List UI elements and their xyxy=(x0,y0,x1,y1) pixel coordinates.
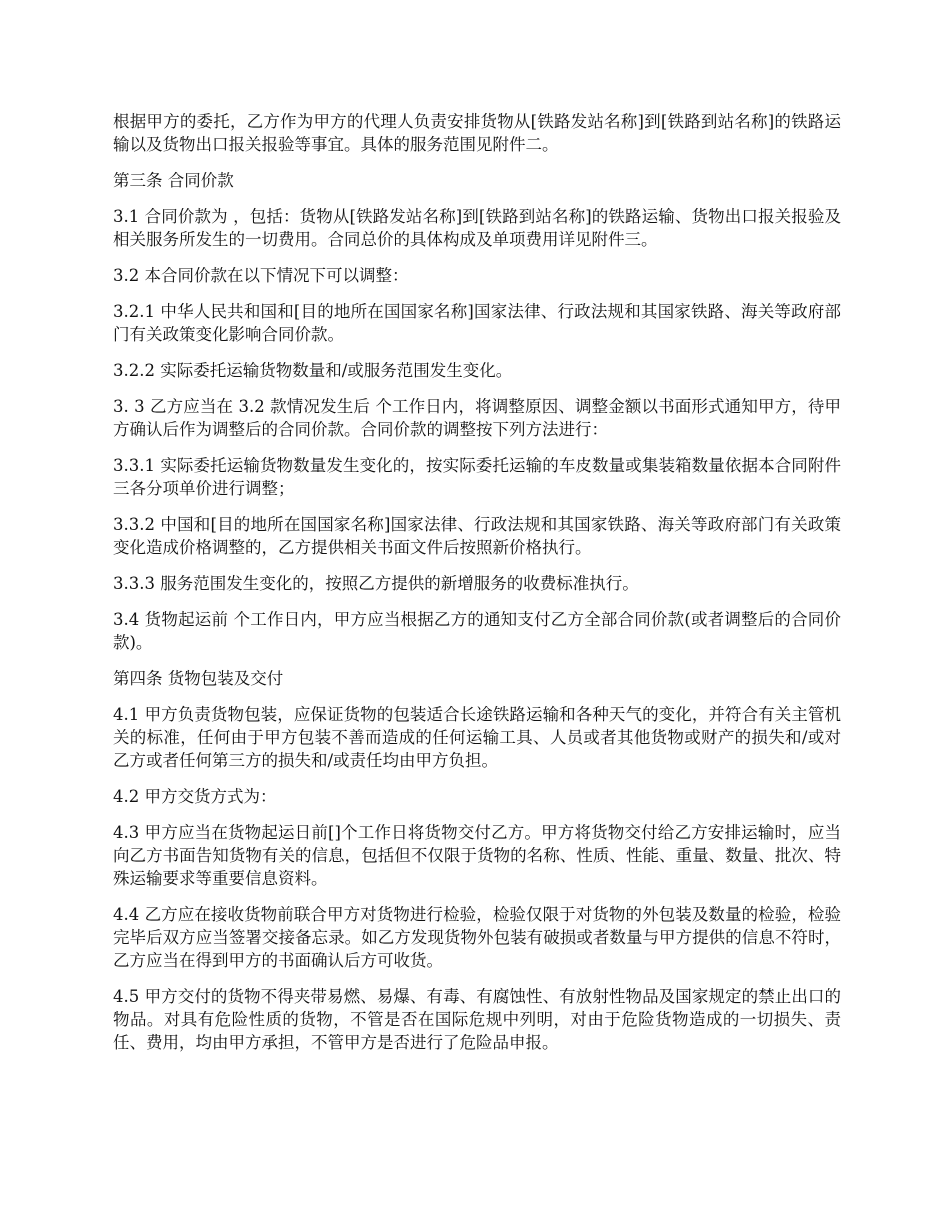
paragraph-3-2-2: 3.2.2 实际委托运输货物数量和/或服务范围发生变化。 xyxy=(113,361,513,380)
paragraph-4-4: 4.4 乙方应在接收货物前联合甲方对货物进行检验，检验仅限于对货物的外包装及数量的检验，检验完毕后双方应当签署交接备忘录。如乙方发现货物外包装有破损或者数量与甲方提供的信息不符时，乙方应当在得到甲方的书面确认后方可收货。 xyxy=(113,905,841,970)
paragraph-3-2-1: 3.2.1 中华人民共和国和[目的地所在国国家名称]国家法律、行政法规和其国家铁路、海关等政府部门有关政策变化影响合同价款。 xyxy=(113,302,841,344)
paragraph-3-3-3: 3.3.3 服务范围发生变化的，按照乙方提供的新增服务的收费标准执行。 xyxy=(113,574,639,593)
paragraph-4-3: 4.3 甲方应当在货物起运日前[]个工作日将货物交付乙方。甲方将货物交付给乙方安排运输时，应当向乙方书面告知货物有关的信息，包括但不仅限于货物的名称、性质、性能、重量、数量、批次、特殊运输要求等重要信息资料。 xyxy=(113,823,841,888)
document-page xyxy=(113,110,841,1067)
heading-article-3: 第三条 合同价款 xyxy=(113,171,234,190)
paragraph-4-2: 4.2 甲方交货方式为： xyxy=(113,787,277,806)
paragraph-3-3-1: 3.3.1 实际委托运输货物数量发生变化的，按实际委托运输的车皮数量或集装箱数量依据本合同附件三各分项单价进行调整； xyxy=(113,456,841,498)
paragraph-3-3-2: 3.3.2 中国和[目的地所在国国家名称]国家法律、行政法规和其国家铁路、海关等政府部门有关政策变化造成价格调整的，乙方提供相关书面文件后按照新价格执行。 xyxy=(113,515,841,557)
paragraph-service-scope: 根据甲方的委托，乙方作为甲方的代理人负责安排货物从[铁路发站名称]到[铁路到站名称]的铁路运输以及货物出口报关报验等事宜。具体的服务范围见附件二。 xyxy=(113,112,841,154)
paragraph-4-1: 4.1 甲方负责货物包装，应保证货物的包装适合长途铁路运输和各种天气的变化，并符合有关主管机关的标准，任何由于甲方包装不善而造成的任何运输工具、人员或者其他货物或财产的损失和/或对乙方或者任何第三方的损失和/或责任均由甲方负担。 xyxy=(113,705,841,770)
paragraph-3-3: 3. 3 乙方应当在 3.2 款情况发生后 个工作日内，将调整原因、调整金额以书面形式通知甲方，待甲方确认后作为调整后的合同价款。合同价款的调整按下列方法进行： xyxy=(113,397,841,439)
paragraph-4-5: 4.5 甲方交付的货物不得夹带易燃、易爆、有毒、有腐蚀性、有放射性物品及国家规定的禁止出口的物品。对具有危险性质的货物，不管是否在国际危规中列明，对由于危险货物造成的一切损失、责任、费用，均由甲方承担，不管甲方是否进行了危险品申报。 xyxy=(113,987,841,1052)
paragraph-3-1: 3.1 合同价款为 ，包括：货物从[铁路发站名称]到[铁路到站名称]的铁路运输、货物出口报关报验及相关服务所发生的一切费用。合同总价的具体构成及单项费用详见附件三。 xyxy=(113,207,841,249)
paragraph-3-4: 3.4 货物起运前 个工作日内，甲方应当根据乙方的通知支付乙方全部合同价款(或者调整后的合同价款)。 xyxy=(113,610,841,652)
paragraph-3-2: 3.2 本合同价款在以下情况下可以调整： xyxy=(113,266,409,285)
heading-article-4: 第四条 货物包装及交付 xyxy=(113,669,284,688)
